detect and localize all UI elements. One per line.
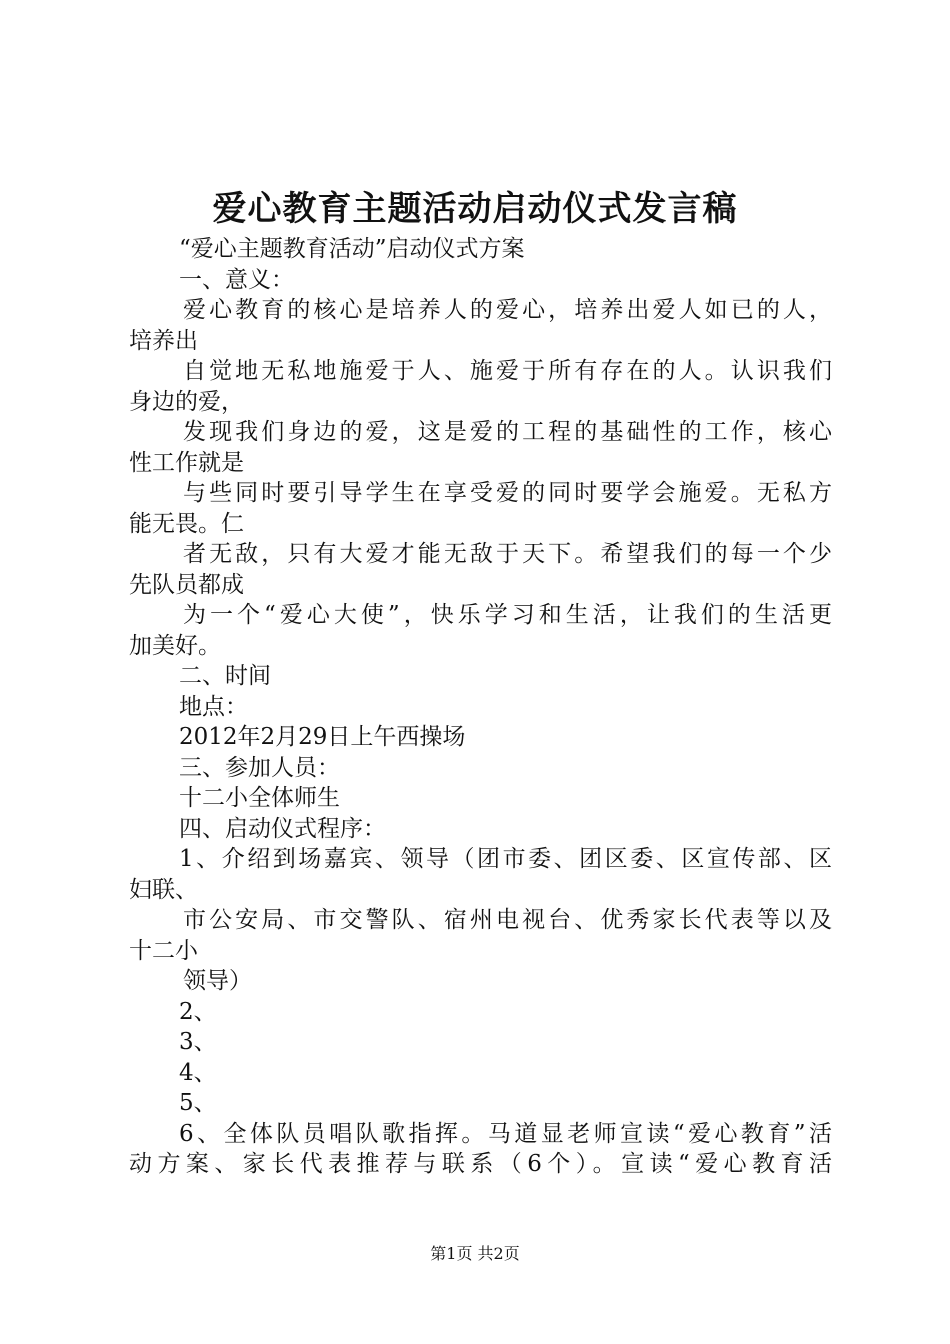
body-line: 地点： [179,693,248,720]
body-line: 动方案、家长代表推荐与联系（6个）。宣读“爱心教育活 [129,1151,832,1177]
body-line: 三、参加人员： [179,754,340,781]
body-line: 5、 [179,1090,217,1116]
document-title: 爱心教育主题活动启动仪式发言稿 [212,189,738,229]
body-line: 培养出 [129,327,198,354]
body-line: 1、介绍到场嘉宾、领导（团市委、团区委、区宣传部、区 [179,846,832,872]
body-line: 十二小 [129,937,198,964]
body-line: 十二小全体师生 [179,785,340,811]
body-line: 市公安局、市交警队、宿州电视台、优秀家长代表等以及 [183,907,832,933]
body-line: 自觉地无私地施爱于人、施爱于所有存在的人。认识我们 [183,358,832,384]
body-line: 能无畏。仁 [129,510,244,537]
body-line: 身边的爱， [129,388,244,415]
body-line: 2、 [179,998,217,1025]
body-line: 发现我们身边的爱，这是爱的工程的基础性的工作，核心 [183,419,832,445]
body-line: 性工作就是 [129,449,244,476]
body-line: 加美好。 [129,632,221,659]
body-line: 3、 [179,1029,217,1055]
page-footer: 第1页 共2页 [430,1244,520,1263]
body-line: “爱心主题教育活动”启动仪式方案 [179,236,525,262]
body-line: 妇联、 [129,876,198,903]
body-line: 先队员都成 [129,571,244,598]
body-line: 爱心教育的核心是培养人的爱心，培养出爱人如已的人， [183,297,832,323]
body-line: 一、意义： [179,266,294,293]
body-line: 2012年2月29日上午西操场 [179,724,466,750]
body-line: 6、全体队员唱队歌指挥。马道显老师宣读“爱心教育”活 [179,1120,832,1147]
body-line: 二、时间 [179,663,271,689]
body-line: 4、 [179,1059,217,1086]
document-body [129,234,832,1180]
body-line: 与些同时要引导学生在享受爱的同时要学会施爱。无私方 [183,480,832,506]
body-line: 为一个“爱心大使”，快乐学习和生活，让我们的生活更 [183,602,832,628]
body-line: 领导） [183,968,252,994]
body-line: 四、启动仪式程序： [179,815,386,842]
body-line: 者无敌，只有大爱才能无敌于天下。希望我们的每一个少 [183,541,832,567]
